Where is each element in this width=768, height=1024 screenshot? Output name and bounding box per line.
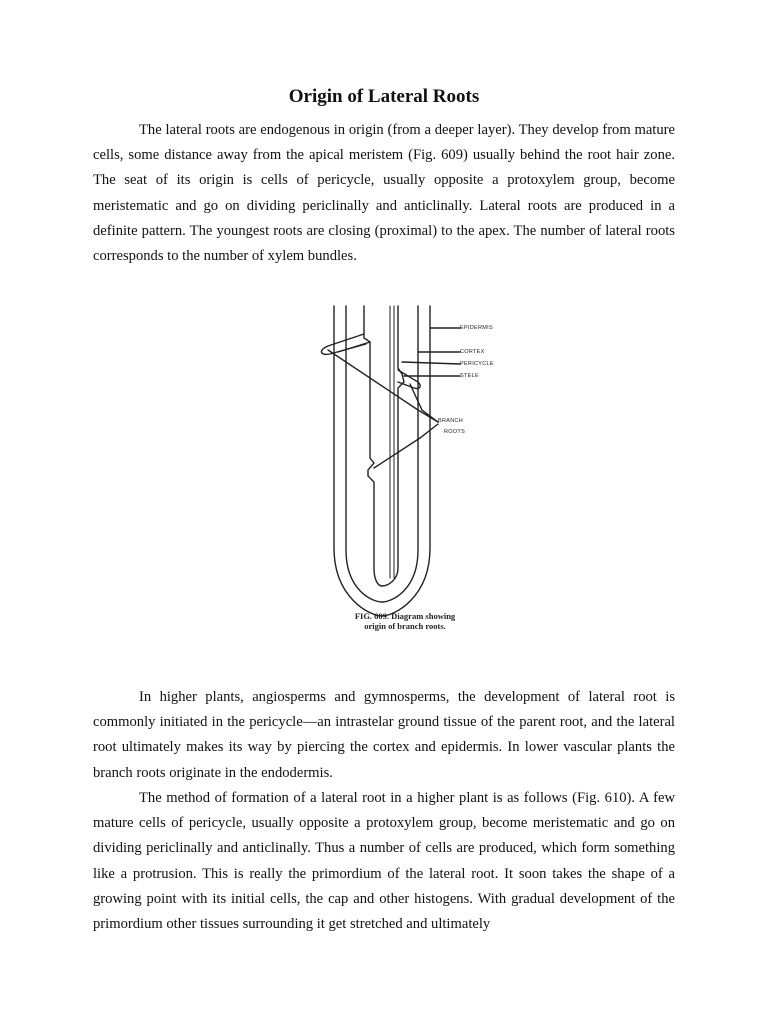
label-roots: ROOTS <box>444 429 466 435</box>
branch-root-left <box>321 334 366 354</box>
label-epidermis: EPIDERMIS <box>460 325 493 331</box>
label-branch: BRANCH <box>438 418 464 424</box>
stele-right <box>382 306 404 586</box>
figure-609 <box>310 298 530 633</box>
page-title: Origin of Lateral Roots <box>288 86 480 107</box>
label-stele: STELE <box>460 373 479 379</box>
cortex-outline <box>346 306 418 602</box>
branch-root-right <box>398 370 420 389</box>
label-pericycle: PERICYCLE <box>460 361 494 367</box>
paragraph-1: The lateral roots are endogenous in origin (from a deeper layer). They develop from mature cells, some distance away from the apical meristem (Fig. 609) usually behind the root hair zone. The seat of its origin is cells of pericycle, usually opposite a protoxylem group, become meristematic and go on dividing periclinally and anticlinally. Lateral roots are produced in a definite pattern. The youngest roots are closing (proximal) to the apex. The number of lateral roots corresponds to the number of xylem bundles. <box>93 122 675 265</box>
stele-left <box>364 306 382 586</box>
caption-line-2: origin of branch roots. <box>364 621 446 631</box>
figure-caption <box>330 611 480 631</box>
label-cortex: CORTEX <box>460 349 485 355</box>
paragraph-2: In higher plants, angiosperms and gymnosperms, the development of lateral root is commonly initiated in the pericycle—an intrastelar ground tissue of the parent root, and the lateral root ultimately makes its way by piercing the cortex and epidermis. In lower vascular plants the branch roots originate in the endodermis. <box>93 689 675 781</box>
caption-line-1: FIG. 609. Diagram showing <box>354 611 456 621</box>
paragraph-3: The method of formation of a lateral root in a higher plant is as follows (Fig. 610). A few mature cells of pericycle, usually opposite a protoxylem group, become meristematic and go on dividing periclinally and anticlinally. Thus a number of cells are produced, which form something like a protrusion. This is really the primordium of the lateral root. It soon takes the shape of a growing point with its initial cells, the cap and other histogens. With gradual development of the primordium other tissues surrounding it get stretched and ultimately <box>93 790 675 933</box>
root-diagram <box>310 298 530 633</box>
